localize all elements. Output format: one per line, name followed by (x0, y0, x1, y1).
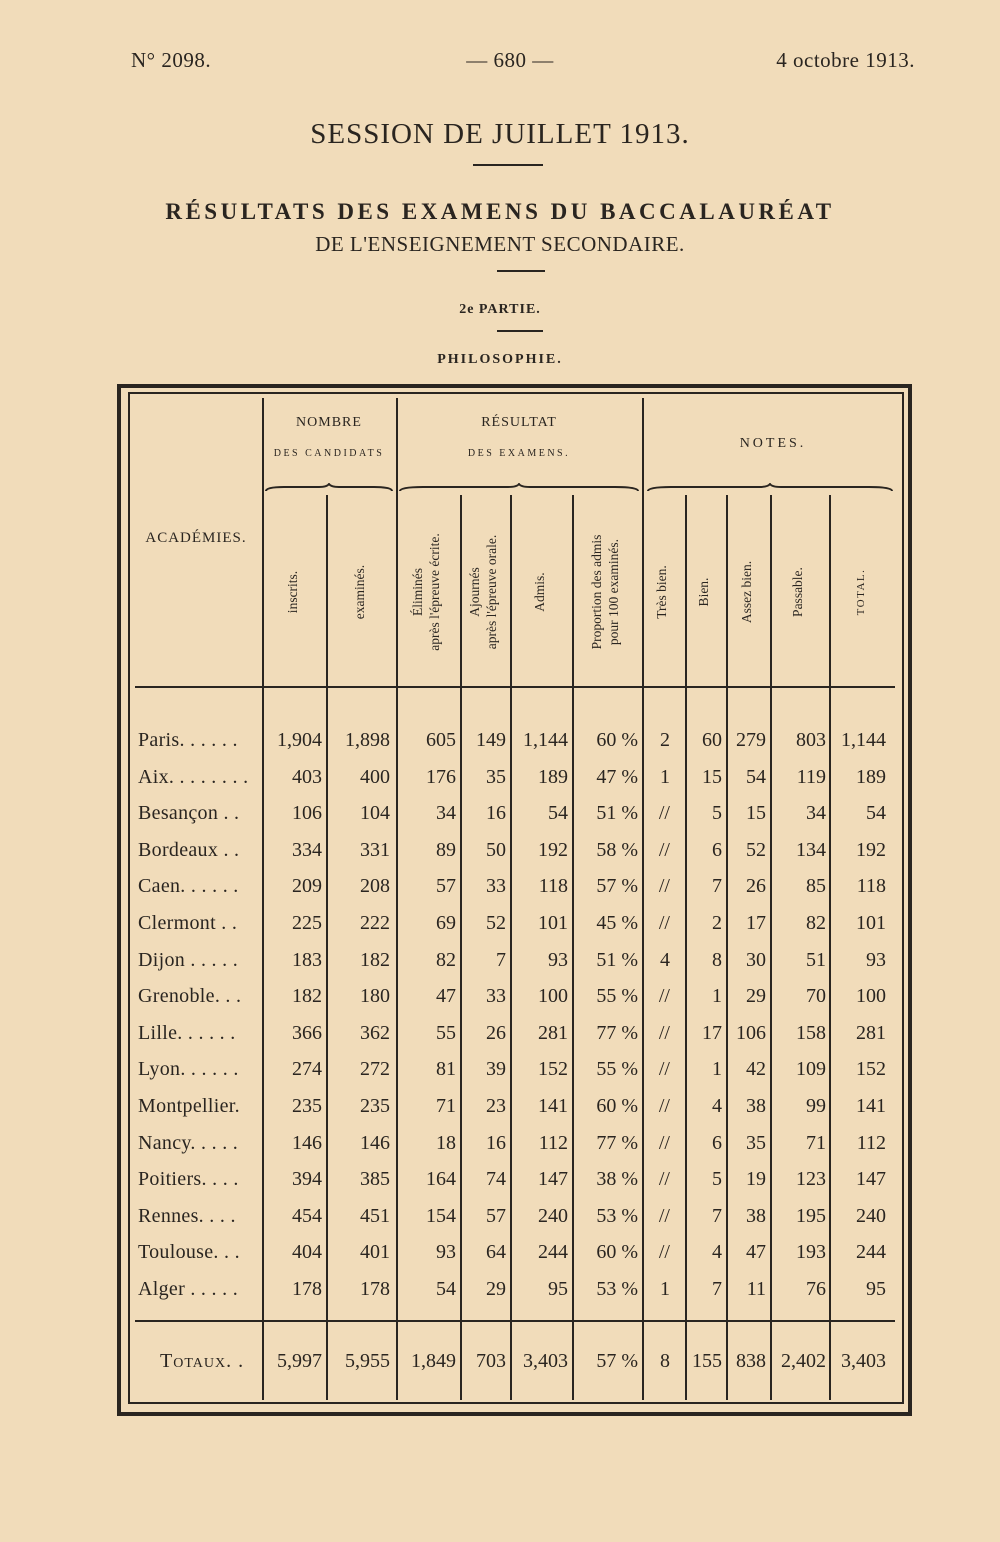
table-row (0, 1161, 1000, 1197)
cell-total: 118 (856, 875, 886, 898)
cell-elimines: 89 (436, 838, 456, 861)
cell-academie: Besançon . . (138, 802, 240, 825)
table-row (0, 1125, 1000, 1161)
cell-academie: Alger . . . . . (138, 1278, 239, 1300)
cell-bien: 17 (702, 1021, 722, 1044)
cell-passable: 70 (806, 985, 826, 1008)
cell-bien: 6 (712, 838, 722, 861)
cell-total: 147 (856, 1168, 886, 1191)
table-row (0, 868, 1000, 904)
cell-admis: 118 (538, 875, 568, 898)
cell-inscrits: 225 (292, 912, 322, 934)
cell-passable: 85 (806, 875, 826, 898)
cell-admis: 244 (538, 1241, 568, 1264)
issue-date: 4 octobre 1913. (776, 48, 915, 72)
cell-bien: 60 (702, 729, 722, 751)
cell-examines: 362 (360, 1021, 390, 1044)
cell-proportion: 58 % (596, 838, 638, 861)
report-title: RÉSULTATS DES EXAMENS DU BACCALAURÉAT (165, 199, 835, 224)
cell-assez-bien: 30 (746, 948, 766, 971)
cell-examines: 146 (360, 1131, 390, 1154)
cell-admis: 281 (538, 1021, 568, 1044)
cell-admis: 192 (538, 838, 568, 861)
cell-elimines: 82 (436, 948, 456, 971)
group-resultat-sub: DES EXAMENS. (467, 448, 571, 459)
cell-ajournes: 16 (486, 1131, 506, 1154)
cell-elimines: 18 (436, 1131, 456, 1154)
cell-inscrits: 235 (292, 1095, 322, 1117)
cell-ajournes: 52 (486, 912, 506, 934)
subject-label: PHILOSOPHIE. (437, 352, 563, 367)
cell-examines: 451 (360, 1204, 390, 1227)
col-header-examines: examinés. (352, 564, 367, 620)
cell-tres-bien: 1 (660, 765, 670, 788)
cell-examines: 272 (360, 1058, 390, 1081)
cell-admis: 1,144 (523, 729, 568, 751)
cell-total: 3,403 (841, 1350, 886, 1372)
cell-admis: 152 (538, 1058, 568, 1081)
title-rule (473, 164, 543, 166)
cell-bien: 1 (712, 1058, 722, 1081)
cell-tres-bien: 2 (660, 729, 670, 751)
cell-total: 93 (866, 948, 886, 971)
cell-proportion: 60 % (596, 1241, 638, 1264)
cell-tres-bien: 1 (660, 1278, 670, 1300)
cell-examines: 385 (360, 1168, 390, 1191)
cell-total: 281 (856, 1021, 886, 1044)
cell-assez-bien: 26 (746, 875, 766, 898)
cell-examines: 331 (360, 838, 390, 861)
cell-academie: Poitiers. . . . (138, 1168, 239, 1191)
cell-assez-bien: 42 (746, 1058, 766, 1081)
cell-examines: 5,955 (345, 1350, 390, 1372)
cell-examines: 104 (360, 802, 390, 825)
table-row (0, 1015, 1000, 1051)
cell-passable: 158 (796, 1021, 826, 1044)
cell-elimines: 55 (436, 1021, 456, 1044)
col-header-admis: Admis. (532, 572, 547, 612)
cell-passable: 109 (796, 1058, 826, 1081)
table-row (0, 1088, 1000, 1124)
cell-inscrits: 106 (292, 802, 322, 825)
col-header-total: TOTAL. (855, 568, 867, 616)
cell-bien: 7 (712, 1278, 722, 1300)
cell-tres-bien: // (658, 1021, 670, 1044)
col-header-proportion: Proportion des admis pour 100 examinés. (589, 534, 621, 650)
part-rule (497, 330, 543, 332)
cell-inscrits: 1,904 (277, 729, 322, 751)
cell-passable: 99 (806, 1095, 826, 1117)
cell-passable: 134 (796, 838, 826, 861)
cell-total: 101 (856, 912, 886, 934)
cell-passable: 2,402 (781, 1350, 826, 1372)
cell-admis: 147 (538, 1168, 568, 1191)
group-notes: NOTES. (739, 436, 807, 451)
cell-proportion: 60 % (596, 729, 638, 751)
cell-proportion: 53 % (596, 1278, 638, 1300)
cell-proportion: 38 % (596, 1168, 638, 1191)
cell-tres-bien: // (658, 1204, 670, 1227)
page-number: — 680 — (466, 48, 554, 72)
cell-inscrits: 394 (292, 1168, 322, 1191)
cell-tres-bien: // (658, 912, 670, 934)
cell-total: 141 (856, 1095, 886, 1117)
cell-examines: 178 (360, 1278, 390, 1300)
cell-elimines: 57 (436, 875, 456, 898)
cell-passable: 123 (796, 1168, 826, 1191)
table-row (0, 795, 1000, 831)
col-header-academies: ACADÉMIES. (145, 530, 247, 546)
cell-total: 95 (866, 1278, 886, 1300)
cell-elimines: 164 (426, 1168, 456, 1191)
table-row (0, 1198, 1000, 1234)
cell-total: 192 (856, 838, 886, 861)
col-header-bien: Bien. (696, 577, 711, 607)
cell-elimines: 81 (436, 1058, 456, 1081)
cell-tres-bien: // (658, 1168, 670, 1191)
cell-inscrits: 182 (292, 985, 322, 1008)
cell-admis: 141 (538, 1095, 568, 1117)
cell-ajournes: 64 (486, 1241, 506, 1264)
cell-examines: 182 (360, 948, 390, 971)
cell-total: 244 (856, 1241, 886, 1264)
cell-assez-bien: 35 (746, 1131, 766, 1154)
cell-examines: 222 (360, 912, 390, 934)
cell-tres-bien: // (658, 875, 670, 898)
cell-elimines: 34 (436, 802, 456, 825)
cell-inscrits: 334 (292, 838, 322, 861)
cell-ajournes: 703 (476, 1350, 506, 1372)
col-header-ajournes: Ajournés après l'épreuve orale. (467, 534, 499, 650)
col-header-assez-bien: Assez bien. (739, 560, 754, 624)
cell-examines: 400 (360, 765, 390, 788)
cell-ajournes: 74 (486, 1168, 506, 1191)
cell-examines: 1,898 (345, 729, 390, 751)
group-nombre: NOMBRE (296, 415, 362, 430)
cell-bien: 8 (712, 948, 722, 971)
cell-elimines: 69 (436, 912, 456, 934)
cell-tres-bien: 8 (660, 1350, 670, 1372)
table-row (0, 942, 1000, 978)
cell-assez-bien: 15 (746, 802, 766, 825)
cell-tres-bien: // (658, 1131, 670, 1154)
cell-bien: 5 (712, 1168, 722, 1191)
cell-elimines: 93 (436, 1241, 456, 1264)
table-row (0, 905, 1000, 941)
cell-bien: 4 (712, 1241, 722, 1264)
cell-elimines: 176 (426, 765, 456, 788)
cell-ajournes: 33 (486, 875, 506, 898)
cell-ajournes: 26 (486, 1021, 506, 1044)
totals-row (0, 1343, 1000, 1379)
cell-total: 112 (856, 1131, 886, 1154)
report-subtitle: DE L'ENSEIGNEMENT SECONDAIRE. (315, 232, 685, 256)
cell-proportion: 51 % (596, 802, 638, 825)
cell-inscrits: 366 (292, 1021, 322, 1044)
cell-proportion: 55 % (596, 985, 638, 1008)
cell-bien: 2 (712, 912, 722, 934)
cell-bien: 4 (712, 1095, 722, 1117)
cell-academie: Montpellier. (138, 1095, 240, 1117)
cell-total: 100 (856, 985, 886, 1008)
cell-ajournes: 29 (486, 1278, 506, 1300)
cell-total: 189 (856, 765, 886, 788)
cell-academie: Dijon . . . . . (138, 948, 239, 971)
cell-academie: Caen. . . . . . (138, 875, 239, 898)
cell-proportion: 55 % (596, 1058, 638, 1081)
cell-assez-bien: 38 (746, 1204, 766, 1227)
table-row (0, 1271, 1000, 1307)
cell-assez-bien: 838 (736, 1350, 766, 1372)
cell-bien: 7 (712, 1204, 722, 1227)
cell-ajournes: 50 (486, 838, 506, 861)
bulletin-number: N° 2098. (131, 48, 212, 72)
cell-assez-bien: 279 (736, 729, 766, 751)
cell-passable: 82 (806, 912, 826, 934)
cell-inscrits: 183 (292, 948, 322, 971)
totals-top-rule (135, 1320, 895, 1322)
cell-passable: 71 (806, 1131, 826, 1154)
cell-admis: 240 (538, 1204, 568, 1227)
cell-assez-bien: 52 (746, 838, 766, 861)
cell-passable: 195 (796, 1204, 826, 1227)
cell-bien: 6 (712, 1131, 722, 1154)
cell-tres-bien: // (658, 802, 670, 825)
cell-academie: Toulouse. . . (138, 1241, 240, 1264)
cell-bien: 7 (712, 875, 722, 898)
cell-proportion: 60 % (596, 1095, 638, 1117)
cell-ajournes: 7 (496, 948, 506, 971)
cell-inscrits: 404 (292, 1241, 322, 1264)
cell-inscrits: 403 (292, 765, 322, 788)
cell-examines: 401 (360, 1241, 390, 1264)
cell-tres-bien: // (658, 985, 670, 1008)
cell-inscrits: 178 (292, 1278, 322, 1300)
cell-assez-bien: 106 (736, 1021, 766, 1044)
cell-ajournes: 149 (476, 729, 506, 751)
cell-bien: 15 (702, 765, 722, 788)
cell-total: 240 (856, 1204, 886, 1227)
cell-bien: 5 (712, 802, 722, 825)
cell-total: 1,144 (841, 729, 886, 751)
cell-elimines: 47 (436, 985, 456, 1008)
cell-inscrits: 209 (292, 875, 322, 898)
cell-inscrits: 454 (292, 1204, 322, 1227)
session-title: SESSION DE JUILLET 1913. (310, 118, 690, 150)
cell-admis: 93 (548, 948, 568, 971)
cell-admis: 95 (548, 1278, 568, 1300)
cell-assez-bien: 17 (746, 912, 766, 934)
table-row (0, 978, 1000, 1014)
cell-ajournes: 16 (486, 802, 506, 825)
cell-proportion: 57 % (596, 875, 638, 898)
table-row (0, 722, 1000, 758)
cell-ajournes: 33 (486, 985, 506, 1008)
cell-elimines: 605 (426, 729, 456, 751)
cell-assez-bien: 47 (746, 1241, 766, 1264)
table-row (0, 1234, 1000, 1270)
cell-elimines: 154 (426, 1204, 456, 1227)
col-header-tres-bien: Très bien. (654, 565, 669, 619)
cell-assez-bien: 38 (746, 1095, 766, 1117)
cell-elimines: 71 (436, 1095, 456, 1117)
cell-proportion: 45 % (596, 912, 638, 934)
cell-passable: 193 (796, 1241, 826, 1264)
cell-tres-bien: // (658, 838, 670, 861)
cell-inscrits: 5,997 (277, 1350, 322, 1372)
cell-examines: 208 (360, 875, 390, 898)
cell-total: 152 (856, 1058, 886, 1081)
cell-proportion: 53 % (596, 1204, 638, 1227)
col-header-passable: Passable. (790, 567, 805, 617)
cell-tres-bien: // (658, 1095, 670, 1117)
cell-inscrits: 146 (292, 1131, 322, 1154)
header-bottom-rule (135, 686, 895, 688)
cell-passable: 119 (796, 765, 826, 788)
cell-passable: 76 (806, 1278, 826, 1300)
cell-assez-bien: 29 (746, 985, 766, 1008)
subtitle-rule (497, 270, 545, 272)
cell-passable: 51 (806, 948, 826, 971)
cell-examines: 235 (360, 1095, 390, 1117)
group-resultat: RÉSULTAT (481, 415, 557, 430)
cell-ajournes: 23 (486, 1095, 506, 1117)
cell-total: 54 (866, 802, 886, 825)
cell-ajournes: 57 (486, 1204, 506, 1227)
cell-assez-bien: 19 (746, 1168, 766, 1191)
cell-examines: 180 (360, 985, 390, 1008)
cell-admis: 101 (538, 912, 568, 934)
cell-bien: 155 (692, 1350, 722, 1372)
cell-admis: 112 (538, 1131, 568, 1154)
cell-admis: 3,403 (523, 1350, 568, 1372)
part-label: 2e PARTIE. (459, 302, 541, 317)
table-row (0, 1051, 1000, 1087)
table-row (0, 832, 1000, 868)
col-header-elimines: Éliminés après l'épreuve écrite. (410, 533, 442, 651)
cell-academie: Clermont . . (138, 912, 238, 934)
cell-tres-bien: // (658, 1241, 670, 1264)
cell-academie: Paris. . . . . . (138, 729, 238, 751)
table-row (0, 759, 1000, 795)
cell-proportion: 77 % (596, 1021, 638, 1044)
cell-elimines: 1,849 (411, 1350, 456, 1372)
cell-elimines: 54 (436, 1278, 456, 1300)
group-nombre-sub: DES CANDIDATS (273, 448, 385, 459)
cell-assez-bien: 54 (746, 765, 766, 788)
cell-assez-bien: 11 (746, 1278, 766, 1300)
cell-tres-bien: 4 (660, 948, 670, 971)
cell-academie: Lyon. . . . . . (138, 1058, 239, 1081)
cell-academie: Nancy. . . . . (138, 1131, 239, 1154)
cell-academie: Bordeaux . . (138, 838, 240, 861)
cell-proportion: 51 % (596, 948, 638, 971)
cell-proportion: 77 % (596, 1131, 638, 1154)
cell-admis: 100 (538, 985, 568, 1008)
cell-passable: 803 (796, 729, 826, 751)
col-header-inscrits: inscrits. (285, 570, 300, 614)
cell-academie: Grenoble. . . (138, 985, 242, 1008)
cell-academie: Rennes. . . . (138, 1204, 236, 1227)
cell-academie: Aix. . . . . . . . (138, 765, 249, 788)
cell-ajournes: 35 (486, 765, 506, 788)
cell-proportion: 47 % (596, 765, 638, 788)
cell-ajournes: 39 (486, 1058, 506, 1081)
cell-admis: 189 (538, 765, 568, 788)
cell-bien: 1 (712, 985, 722, 1008)
cell-inscrits: 274 (292, 1058, 322, 1081)
cell-proportion: 57 % (596, 1350, 638, 1372)
cell-passable: 34 (806, 802, 826, 825)
cell-academie: Lille. . . . . . (138, 1021, 236, 1044)
cell-academie: Totaux. . (160, 1350, 245, 1372)
cell-tres-bien: // (658, 1058, 670, 1081)
cell-admis: 54 (548, 802, 568, 825)
